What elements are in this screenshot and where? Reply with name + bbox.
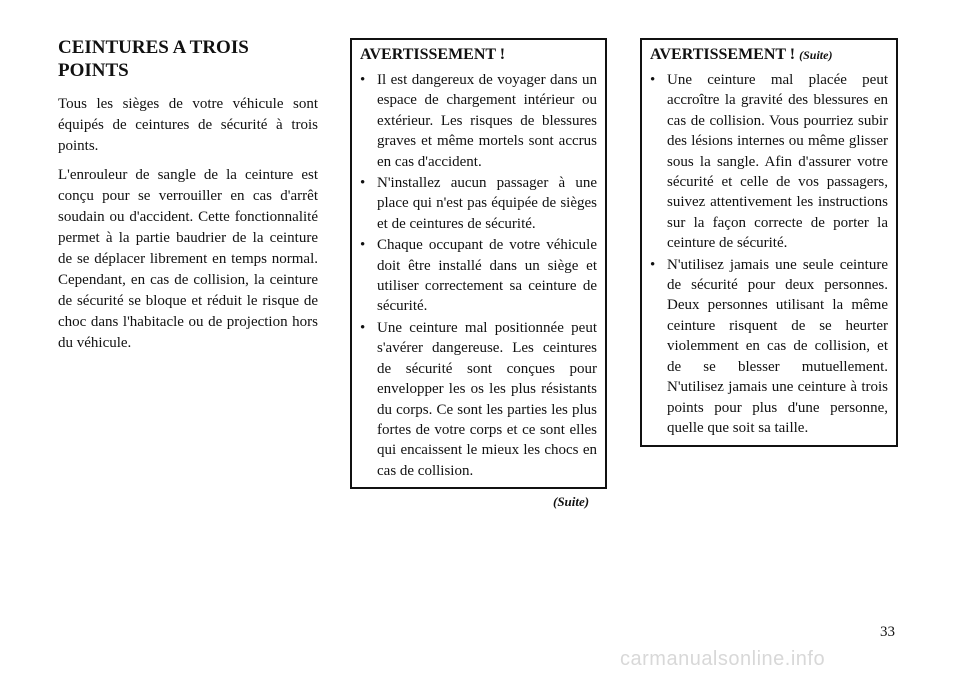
bullet-icon: • (360, 72, 366, 88)
warning-box-1 (350, 38, 607, 489)
warning-item-text: Il est dangereux de voyager dans un espace de chargement intérieur ou extérieur. Les risques de blessures graves et même mortels sont accrus en cas d'accident. (377, 72, 597, 170)
warning-item (360, 235, 597, 317)
bullet-icon: • (360, 237, 366, 254)
section-heading: CEINTURES A TROIS POINTS (58, 37, 249, 81)
warning-item (650, 70, 888, 254)
warning-item-text: Une ceinture mal placée peut accroître la gravité des blessures en cas de collision. Vous pourriez subir des lésions internes ou même glisser sous la sangle. Afin d'assurer votre sécurité et celle de vos passagers, suivez attentivement les instructions sur la façon correcte de porter la ceinture de sécurité. (667, 72, 888, 252)
intro-paragraph: Tous les sièges de votre véhicule sont équipés de ceintures de sécurité à trois points. (58, 96, 318, 154)
warning-title-text: AVERTISSEMENT ! (650, 46, 796, 63)
warning-box-2 (640, 38, 898, 447)
watermark: carmanualsonline.info (620, 648, 826, 670)
warning-item (360, 318, 597, 481)
warning-list-2 (650, 70, 888, 438)
warning-list-1 (360, 70, 597, 481)
continued-label: (Suite) (553, 494, 590, 509)
warning-item-text: N'utilisez jamais une seule ceinture de sécurité pour deux personnes. Deux personnes utilisant la même ceinture risquent de se heurter violemment en cas de collision, et de se blesser mutuellement. N'utilisez jamais une ceinture à trois points pour plus d'une personne, quelle que soit sa taille. (667, 256, 888, 436)
continued-label: (Suite) (799, 48, 833, 62)
warning-item-text: Une ceinture mal positionnée peut s'avérer dangereuse. Les ceintures de sécurité sont conçues pour envelopper les os les plus résistants du corps. Ce sont les parties les plus fortes de votre corps et ce sont elles qui encaissent le mieux les chocs en cas de collision. (377, 319, 597, 479)
bullet-icon: • (650, 72, 656, 88)
retractor-paragraph: L'enrouleur de sangle de la ceinture est conçu pour se verrouiller en cas d'arrêt soudain ou d'accident. Cette fonctionnalité permet à la partie baudrier de la ceinture de se déplacer librement en temps normal. Cependant, en cas de collision, la ceinture de sécurité se bloque et réduit le risque de choc dans l'habitacle ou de projection hors du véhicule. (58, 167, 318, 351)
bullet-icon: • (360, 319, 366, 336)
warning-title: AVERTISSEMENT ! (360, 46, 506, 63)
warning-title (650, 44, 888, 66)
warning-item (360, 173, 597, 234)
page-number: 33 (880, 624, 895, 640)
warning-item (360, 70, 597, 172)
warning-item-text: N'installez aucun passager à une place qui n'est pas équipée de sièges et de ceintures de sécurité. (377, 175, 597, 232)
warning-item-text: Chaque occupant de votre véhicule doit être installé dans un siège et utiliser correctement sa ceinture de sécurité. (377, 237, 597, 315)
bullet-icon: • (650, 256, 656, 273)
warning-item (650, 255, 888, 439)
intro-column (58, 36, 318, 362)
bullet-icon: • (360, 175, 366, 192)
